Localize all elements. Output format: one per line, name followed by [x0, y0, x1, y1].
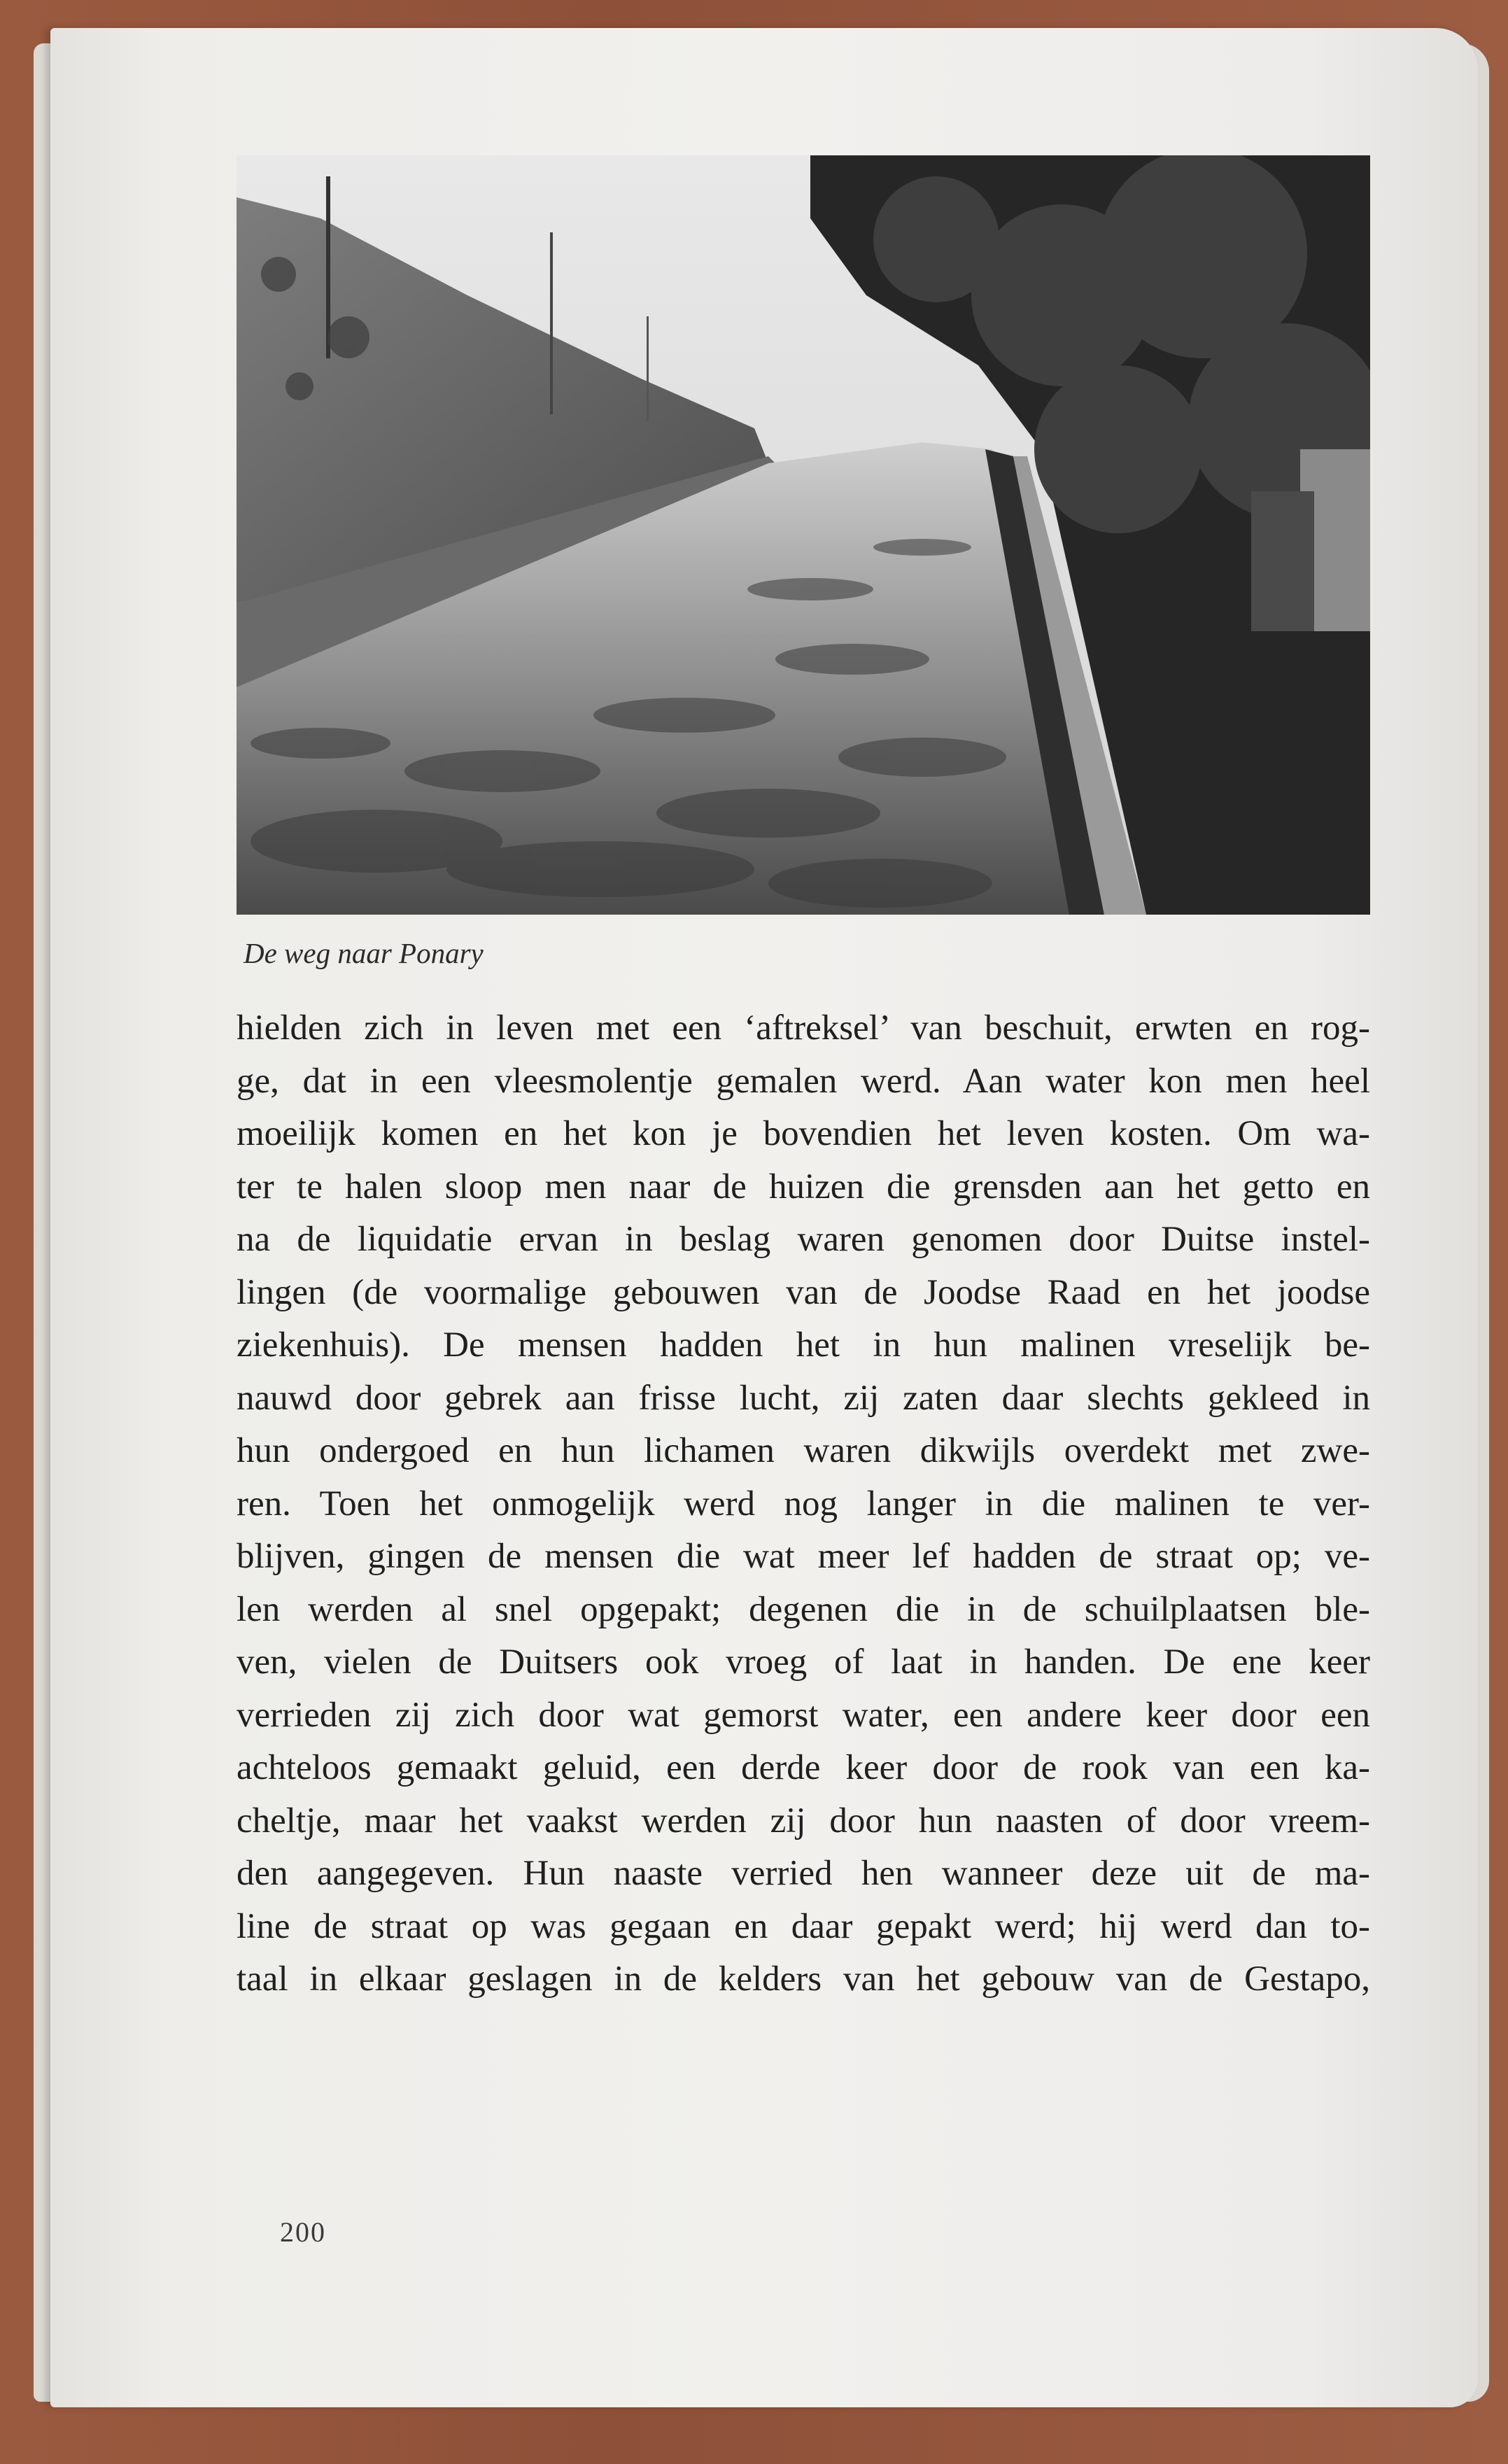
text-line: blijven, gingen de mensen die wat meer lef hadden de straat op; ve- [237, 1537, 1370, 1576]
photo-caption: De weg naar Ponary [244, 937, 484, 969]
page-number: 200 [280, 2216, 326, 2248]
text-line: cheltje, maar het vaakst werden zij door hun naasten of door vreem- [237, 1801, 1370, 1840]
text-line: line de straat op was gegaan en daar gepakt werd; hij werd dan to- [237, 1906, 1370, 1946]
text-line: hielden zich in leven met een ‘aftreksel’ van beschuit, erwten en rog- [237, 1008, 1370, 1048]
body-paragraph [237, 1002, 1370, 2006]
text-line: ter te halen sloop men naar de huizen die grensden aan het getto en [237, 1167, 1370, 1206]
road-photo [237, 155, 1370, 915]
text-line: taal in elkaar geslagen in de kelders van het gebouw van de Gestapo, [237, 1959, 1370, 1999]
text-line: ge, dat in een vleesmolentje gemalen werd. Aan water kon men heel [237, 1061, 1370, 1101]
text-line: ven, vielen de Duitsers ook vroeg of laat in handen. De ene keer [237, 1642, 1370, 1682]
text-line: lingen (de voormalige gebouwen van de Joodse Raad en het joodse [237, 1272, 1370, 1312]
text-line: hun ondergoed en hun lichamen waren dikwijls overdekt met zwe- [237, 1431, 1370, 1470]
text-line: nauwd door gebrek aan frisse lucht, zij zaten daar slechts gekleed in [237, 1378, 1370, 1418]
text-line: na de liquidatie ervan in beslag waren genomen door Duitse instel- [237, 1220, 1370, 1259]
text-line: ren. Toen het onmogelijk werd nog langer in die malinen te ver- [237, 1484, 1370, 1523]
text-line: ziekenhuis). De mensen hadden het in hun malinen vreselijk be- [237, 1325, 1370, 1365]
text-line: moeilijk komen en het kon je bovendien het leven kosten. Om wa- [237, 1114, 1370, 1153]
text-line: achteloos gemaakt geluid, een derde keer door de rook van een ka- [237, 1748, 1370, 1787]
text-line: len werden al snel opgepakt; degenen die in de schuilplaatsen ble- [237, 1589, 1370, 1629]
text-line: verrieden zij zich door wat gemorst water, een andere keer door een [237, 1695, 1370, 1735]
text-line: den aangegeven. Hun naaste verried hen wanneer deze uit de ma- [237, 1854, 1370, 1893]
photo-road-icon [237, 155, 1370, 915]
